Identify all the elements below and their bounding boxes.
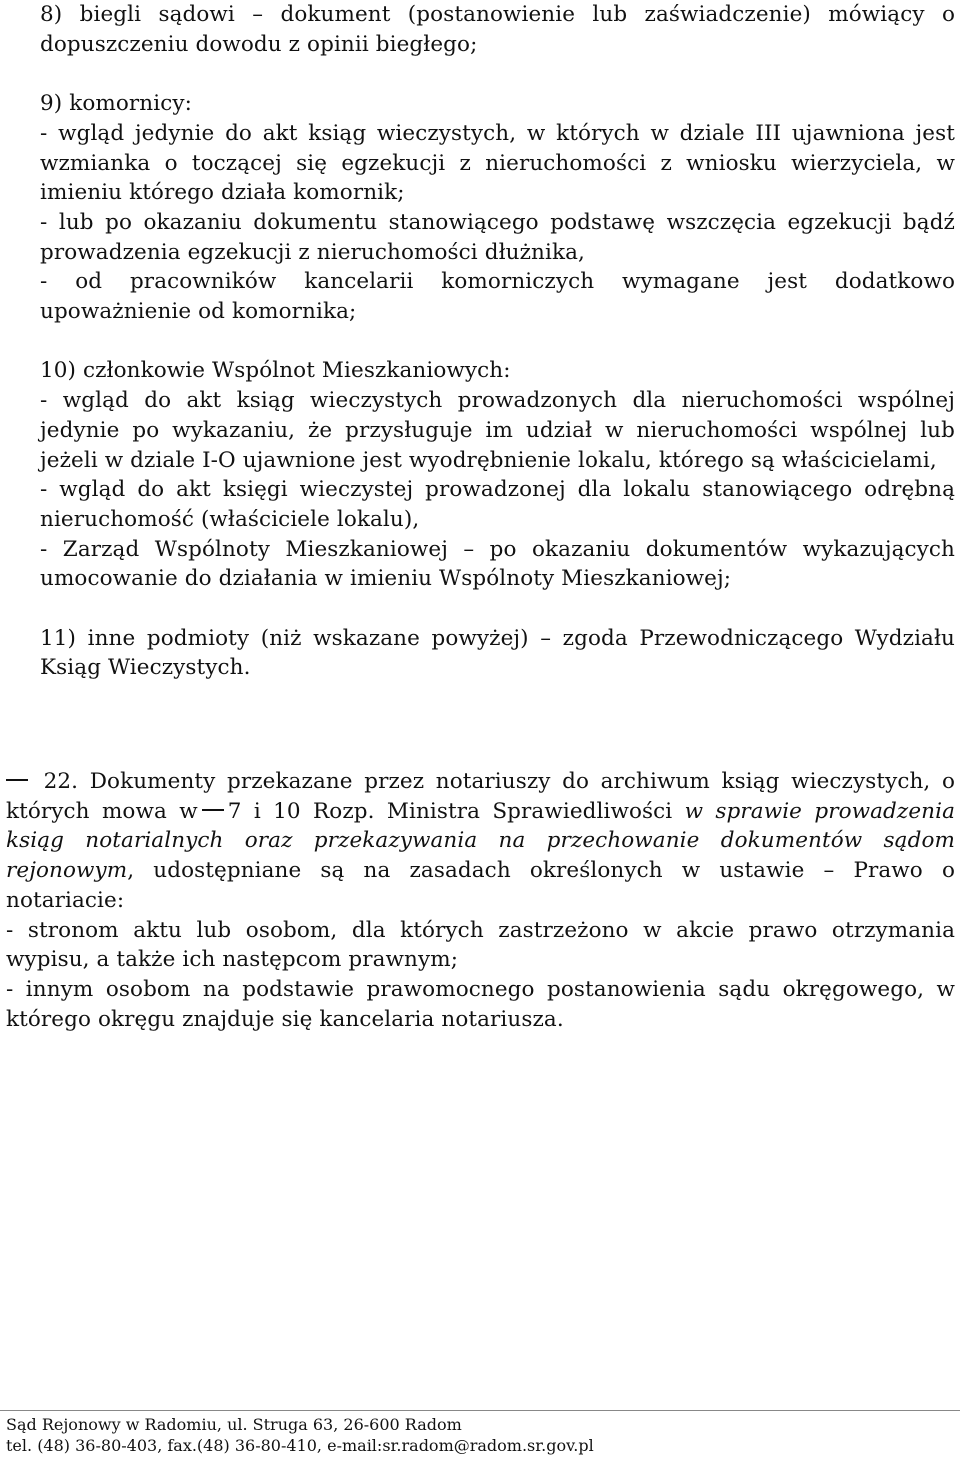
item-8-line-1: 8) biegli sądowi – dokument (postanowienie lub zaświadczenie) mówiący o xyxy=(40,2,955,27)
item-9-bullet-3: - od pracowników kancelarii komorniczych wymagane jest dodatkowo upoważnienie od komornika; xyxy=(40,269,955,325)
footer-contact: tel. (48) 36-80-403, fax.(48) 36-80-410, e-mail:sr.radom@radom.sr.gov.pl xyxy=(6,1436,594,1455)
section-22-regulation-title: w sprawie prowadzenia ksiąg notarialnych oraz przekazywania na przechowanie dokumentów sądom rejonowym xyxy=(6,798,955,884)
item-10-heading: 10) członkowie Wspólnot Mieszkaniowych: xyxy=(40,358,511,384)
item-8-line-2: dopuszczeniu dowodu z opinii biegłego; xyxy=(40,31,478,57)
section-sign-icon xyxy=(202,809,224,823)
section-22-text-c: , udostępniane są na zasadach określonych w ustawie – Prawo o notariacie: xyxy=(6,858,955,913)
document-body-items xyxy=(40,0,955,683)
page-footer xyxy=(6,1414,955,1456)
item-10-bullet-3: - Zarząd Wspólnoty Mieszkaniowej – po okazaniu dokumentów wykazujących umocowanie do działania w imieniu Wspólnoty Mieszkaniowej; xyxy=(40,536,955,592)
section-22-bullet-1: - stronom aktu lub osobom, dla których zastrzeżono w akcie prawo otrzymania wypisu, a także ich następcom prawnym; xyxy=(6,917,955,973)
section-22-text-b: 7 i 10 Rozp. Ministra Sprawiedliwości xyxy=(227,798,673,824)
section-22 xyxy=(6,767,955,1034)
item-10-bullet-1: - wgląd do akt ksiąg wieczystych prowadzonych dla nieruchomości wspólnej jedynie po wykazaniu, że przysługuje im udział w nieruchomości wspólnej lub jeżeli w dziale I-O ujawnione jest wyodrębnienie lokalu, którego są właścicielami, xyxy=(40,388,955,473)
section-22-text-a: Dokumenty przekazane przez notariuszy do archiwum ksiąg wieczystych, o których mowa w xyxy=(6,769,955,824)
footer-address: Sąd Rejonowy w Radomiu, ul. Struga 63, 26-600 Radom xyxy=(6,1415,462,1434)
section-22-bullet-2: - innym osobom na podstawie prawomocnego postanowienia sądu okręgowego, w którego okręgu znajduje się kancelaria notariusza. xyxy=(6,976,955,1032)
section-22-paragraph xyxy=(6,767,955,916)
section-sign-icon xyxy=(6,779,28,793)
item-11: 11) inne podmioty (niż wskazane powyżej) – zgoda Przewodniczącego Wydziału Ksiąg Wieczystych. xyxy=(40,625,955,681)
item-10-bullet-2: - wgląd do akt księgi wieczystej prowadzonej dla lokalu stanowiącego odrębną nieruchomość (właściciele lokalu), xyxy=(40,477,955,532)
section-22-number: 22. xyxy=(43,769,79,794)
item-9-bullet-2: - lub po okazaniu dokumentu stanowiącego podstawę wszczęcia egzekucji bądź prowadzenia egzekucji z nieruchomości dłużnika, xyxy=(40,209,955,265)
item-9-bullet-1: - wgląd jedynie do akt ksiąg wieczystych, w których w dziale III ujawniona jest wzmianka o toczącej się egzekucji z nieruchomości z wniosku wierzyciela, w imieniu którego działa komornik; xyxy=(40,120,955,206)
footer-divider xyxy=(0,1410,960,1411)
item-9-heading: 9) komornicy: xyxy=(40,91,192,117)
